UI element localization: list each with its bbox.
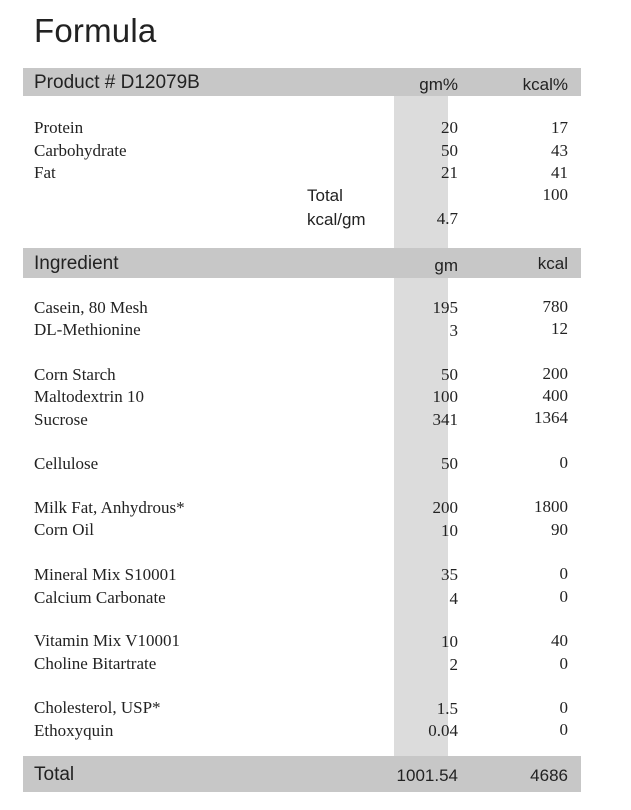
total-bar bbox=[23, 756, 581, 792]
macro-name: Protein bbox=[34, 118, 84, 137]
page-title: Formula bbox=[34, 12, 157, 49]
ingredient-kcal: 0 bbox=[559, 587, 568, 606]
ingredient-gm: 4 bbox=[449, 589, 458, 608]
total-label: Total bbox=[34, 764, 75, 785]
ingredient-name: Cholesterol, USP* bbox=[34, 698, 161, 717]
ingredient-name: Mineral Mix S10001 bbox=[34, 565, 177, 584]
ingredient-name: Ethoxyquin bbox=[34, 721, 114, 740]
ingredient-kcal: 0 bbox=[559, 564, 568, 583]
ingredient-name: Milk Fat, Anhydrous* bbox=[34, 498, 185, 517]
macro-name: Carbohydrate bbox=[34, 141, 127, 160]
ingredient-name: Casein, 80 Mesh bbox=[34, 298, 148, 317]
kcal-per-gm-label: kcal/gm bbox=[307, 210, 366, 229]
ingredient-name: Cellulose bbox=[34, 454, 99, 473]
ingredient-kcal: 90 bbox=[551, 520, 568, 539]
ingredient-gm: 1.5 bbox=[436, 699, 458, 718]
ingredient-kcal: 1364 bbox=[534, 408, 568, 427]
macro-gm: 20 bbox=[441, 118, 458, 137]
gm-header: gm bbox=[434, 256, 458, 275]
ingredient-gm: 50 bbox=[441, 454, 458, 473]
ingredient-kcal: 400 bbox=[542, 386, 568, 405]
kcal-header: kcal bbox=[537, 254, 568, 273]
ingredient-header-label: Ingredient bbox=[34, 253, 119, 274]
ingredient-name: Vitamin Mix V10001 bbox=[34, 631, 181, 650]
ingredient-name: Sucrose bbox=[34, 410, 88, 429]
ingredient-kcal: 0 bbox=[559, 654, 568, 673]
ingredient-gm: 0.04 bbox=[428, 721, 458, 740]
ingredient-gm: 2 bbox=[449, 655, 458, 674]
ingredient-name: Choline Bitartrate bbox=[34, 654, 157, 673]
ingredient-gm: 10 bbox=[441, 632, 458, 651]
ingredient-kcal: 0 bbox=[559, 698, 568, 717]
macro-total-label: Total bbox=[307, 186, 343, 205]
ingredient-kcal: 200 bbox=[542, 364, 568, 383]
ingredient-name: Maltodextrin 10 bbox=[34, 387, 145, 406]
gm-percent-header: gm% bbox=[419, 75, 458, 94]
ingredient-kcal: 12 bbox=[551, 319, 568, 338]
ingredient-gm: 50 bbox=[441, 365, 458, 384]
kcal-percent-header: kcal% bbox=[522, 75, 568, 94]
macro-gm: 50 bbox=[441, 141, 458, 160]
kcal-per-gm-value: 4.7 bbox=[436, 209, 458, 228]
ingredient-gm: 341 bbox=[432, 410, 458, 429]
ingredient-gm: 200 bbox=[432, 498, 458, 517]
product-number: Product # D12079B bbox=[34, 72, 200, 93]
macro-gm: 21 bbox=[441, 163, 458, 182]
ingredient-gm: 10 bbox=[441, 521, 458, 540]
ingredient-kcal: 1800 bbox=[534, 497, 568, 516]
ingredient-name: Corn Oil bbox=[34, 520, 94, 539]
ingredient-name: Corn Starch bbox=[34, 365, 116, 384]
ingredient-kcal: 780 bbox=[542, 297, 568, 316]
macro-name: Fat bbox=[34, 163, 56, 182]
ingredient-name: Calcium Carbonate bbox=[34, 588, 166, 607]
macro-kcal: 43 bbox=[551, 141, 568, 160]
macro-kcal: 41 bbox=[551, 163, 568, 182]
ingredient-kcal: 0 bbox=[559, 453, 568, 472]
ingredient-kcal: 0 bbox=[559, 720, 568, 739]
total-gm: 1001.54 bbox=[396, 766, 458, 785]
ingredient-gm: 100 bbox=[432, 387, 458, 406]
macro-kcal: 17 bbox=[551, 118, 568, 137]
total-kcal: 4686 bbox=[530, 766, 568, 785]
ingredient-gm: 195 bbox=[432, 298, 458, 317]
ingredient-kcal: 40 bbox=[551, 631, 568, 650]
macro-total-kcal: 100 bbox=[542, 185, 568, 204]
ingredient-name: DL-Methionine bbox=[34, 320, 141, 339]
ingredient-gm: 35 bbox=[441, 565, 458, 584]
ingredient-gm: 3 bbox=[449, 321, 458, 340]
